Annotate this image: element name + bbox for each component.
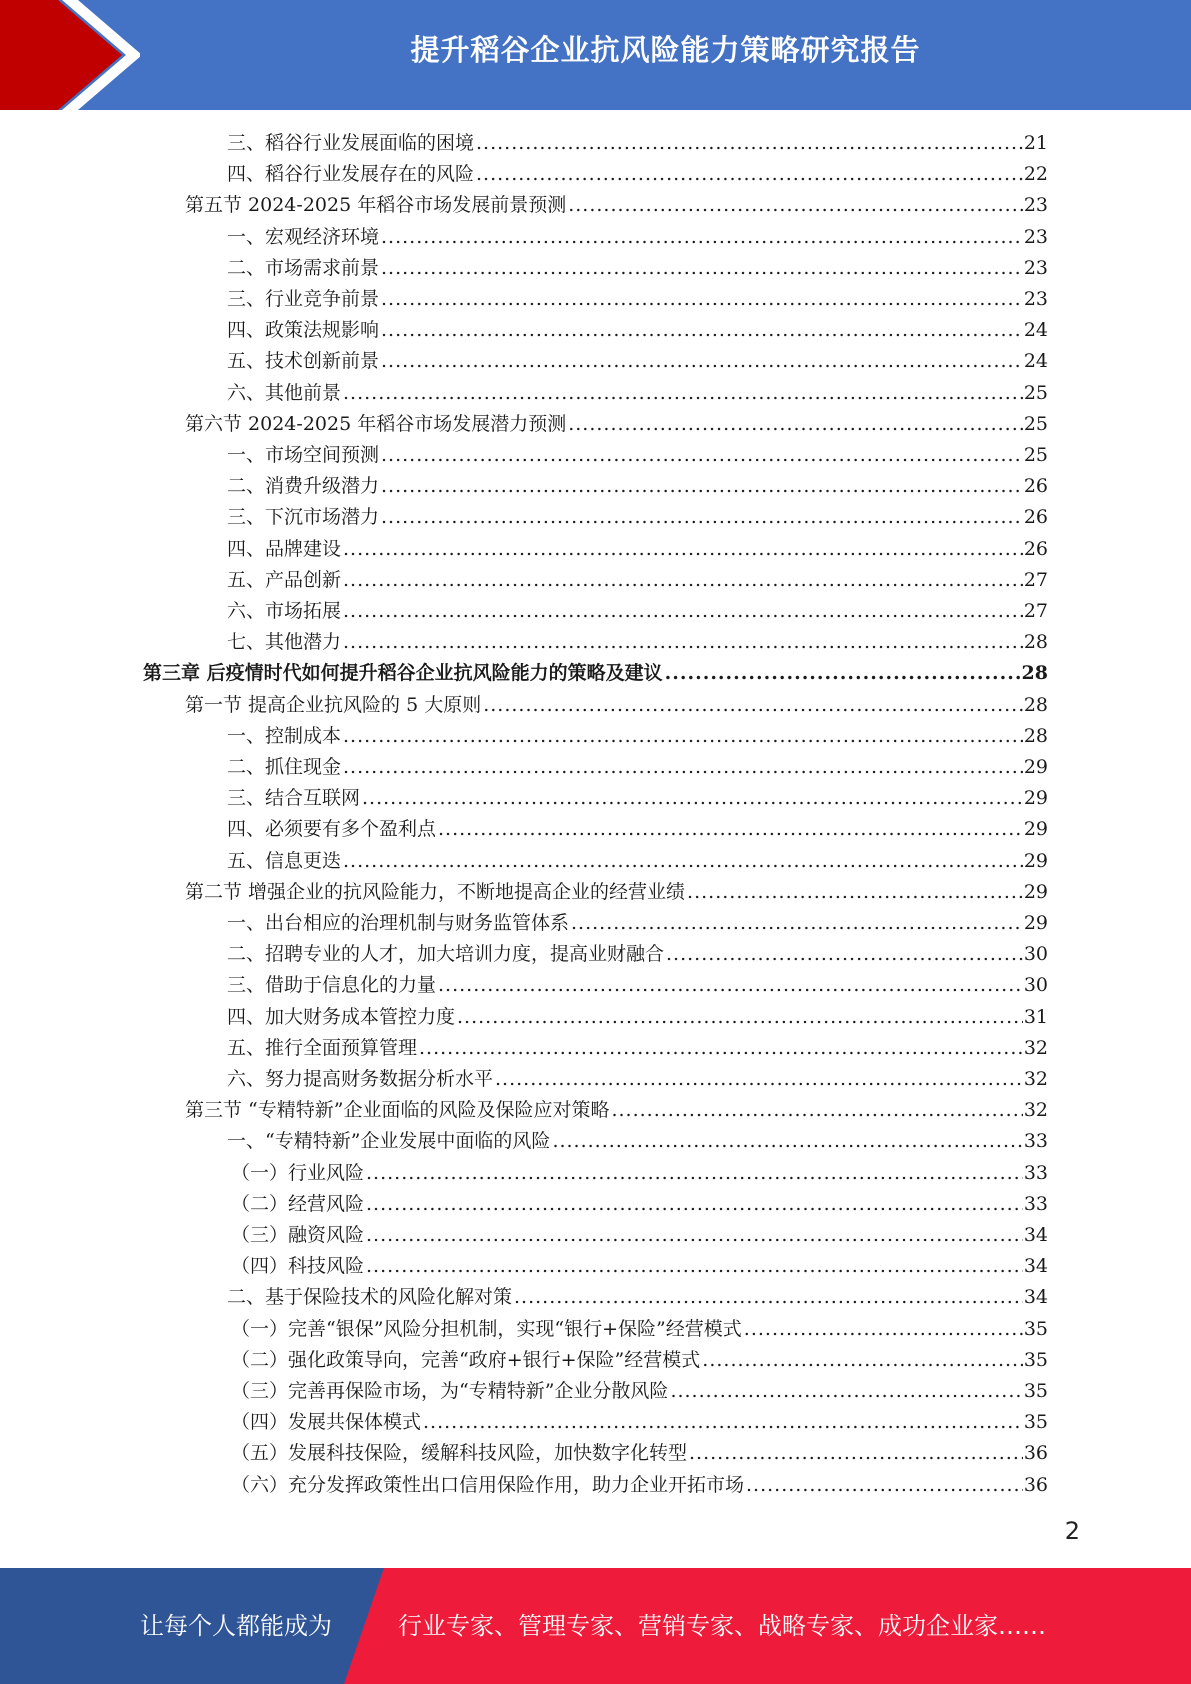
toc-entry-page: 35	[1023, 1380, 1048, 1402]
toc-entry-label: （二）强化政策导向，完善“政府+银行+保险”经营模式	[231, 1348, 701, 1371]
toc-entry-label: 五、推行全面预算管理	[227, 1036, 418, 1059]
toc-dot-leader	[687, 877, 1023, 908]
toc-entry-page: 30	[1023, 943, 1048, 966]
page-header	[0, 0, 1191, 110]
toc-entry[interactable]	[185, 190, 1048, 221]
toc-entry-page: 22	[1023, 163, 1048, 186]
toc-entry[interactable]	[227, 565, 1048, 596]
toc-dot-leader	[343, 378, 1023, 409]
toc-entry[interactable]	[227, 440, 1048, 471]
toc-entry-label: 五、技术创新前景	[227, 350, 380, 373]
toc-entry-label: 五、产品创新	[227, 568, 342, 591]
toc-dot-leader	[362, 783, 1023, 814]
toc-entry-page: 34	[1023, 1224, 1048, 1246]
toc-entry-page: 29	[1023, 849, 1048, 872]
toc-dot-leader	[381, 471, 1023, 502]
report-title: 提升稻谷企业抗风险能力策略研究报告	[410, 33, 921, 67]
toc-dot-leader	[419, 1033, 1023, 1064]
toc-dot-leader	[343, 846, 1023, 877]
toc-entry[interactable]	[227, 1033, 1048, 1064]
toc-entry-page: 23	[1023, 288, 1048, 310]
toc-entry[interactable]	[227, 970, 1048, 1001]
toc-dot-leader	[670, 1376, 1022, 1407]
toc-entry[interactable]	[227, 222, 1048, 253]
toc-dot-leader	[381, 502, 1023, 533]
page-footer	[0, 1568, 1191, 1684]
toc-dot-leader	[568, 190, 1023, 221]
toc-entry-page: 35	[1023, 1317, 1048, 1340]
toc-entry-label: 第一节 提高企业抗风险的 5 大原则	[185, 693, 482, 716]
toc-dot-leader	[343, 534, 1023, 565]
toc-entry[interactable]	[227, 1064, 1048, 1095]
toc-entry-label: 第三节 “专精特新”企业面临的风险及保险应对策略	[185, 1099, 610, 1122]
toc-dot-leader	[381, 222, 1023, 253]
toc-dot-leader	[568, 409, 1023, 440]
toc-dot-leader	[366, 1220, 1023, 1251]
toc-entry-label: 第二节 增强企业的抗风险能力，不断地提高企业的经营业绩	[185, 880, 686, 903]
toc-entry-label: 四、加大财务成本管控力度	[227, 1005, 456, 1028]
toc-entry-label: 四、稻谷行业发展存在的风险	[227, 163, 475, 186]
toc-entry-label: 三、下沉市场潜力	[227, 506, 380, 529]
toc-dot-leader	[381, 284, 1023, 315]
toc-entry-page: 28	[1021, 662, 1048, 685]
toc-entry[interactable]	[231, 1220, 1048, 1251]
toc-entry-label: 一、出台相应的治理机制与财务监管体系	[227, 912, 570, 934]
page-number: 2	[1064, 1517, 1080, 1545]
toc-dot-leader	[381, 253, 1023, 284]
toc-entry-label: 四、政策法规影响	[227, 319, 380, 342]
toc-entry-label: 六、其他前景	[227, 381, 342, 404]
toc-entry[interactable]	[231, 1407, 1048, 1438]
toc-entry[interactable]	[185, 690, 1048, 721]
toc-dot-leader	[366, 1251, 1023, 1282]
toc-dot-leader	[702, 1345, 1023, 1376]
toc-entry-page: 27	[1023, 568, 1048, 591]
toc-dot-leader	[438, 970, 1023, 1001]
toc-entry-page: 32	[1023, 1099, 1048, 1122]
toc-entry[interactable]	[185, 877, 1048, 908]
toc-entry[interactable]	[227, 908, 1048, 939]
toc-dot-leader	[666, 939, 1023, 970]
toc-entry-label: 二、招聘专业的人才，加大培训力度，提高业财融合	[227, 943, 665, 966]
toc-dot-leader	[381, 440, 1023, 471]
toc-entry-label: 三、行业竞争前景	[227, 288, 380, 310]
toc-entry[interactable]	[227, 128, 1048, 159]
toc-entry-label: 一、“专精特新”企业发展中面临的风险	[227, 1130, 551, 1153]
toc-entry[interactable]	[227, 346, 1048, 377]
toc-entry-label: 二、市场需求前景	[227, 256, 380, 279]
toc-entry[interactable]	[227, 315, 1048, 346]
toc-entry-page: 32	[1023, 1036, 1048, 1059]
toc-dot-leader	[495, 1064, 1023, 1095]
toc-dot-leader	[611, 1095, 1022, 1126]
toc-entry-label: （四）发展共保体模式	[231, 1411, 422, 1434]
toc-entry[interactable]	[227, 1282, 1048, 1313]
toc-dot-leader	[343, 752, 1023, 783]
toc-entry-label: 一、控制成本	[227, 724, 342, 747]
toc-entry[interactable]	[227, 596, 1048, 627]
toc-entry-label: （六）充分发挥政策性出口信用保险作用，助力企业开拓市场	[231, 1473, 745, 1496]
toc-entry-page: 36	[1023, 1473, 1048, 1496]
toc-entry[interactable]	[227, 814, 1048, 845]
toc-entry[interactable]	[227, 159, 1048, 190]
footer-slogan-left: 让每个人都能成为	[140, 1612, 332, 1640]
toc-dot-leader	[689, 1438, 1023, 1469]
toc-dot-leader	[571, 908, 1023, 939]
toc-entry-page: 25	[1023, 381, 1048, 404]
toc-dot-leader	[366, 1189, 1023, 1220]
toc-entry[interactable]	[227, 627, 1048, 658]
toc-dot-leader	[423, 1407, 1023, 1438]
toc-entry[interactable]	[227, 939, 1048, 970]
toc-entry-page: 29	[1023, 912, 1048, 934]
toc-entry-page: 33	[1023, 1130, 1048, 1153]
toc-entry[interactable]	[185, 409, 1048, 440]
toc-entry-page: 28	[1023, 693, 1048, 716]
header-arrow-decoration	[0, 0, 140, 110]
toc-entry-page: 29	[1023, 818, 1048, 841]
toc-entry-page: 26	[1023, 475, 1048, 498]
toc-entry-label: （三）完善再保险市场，为“专精特新”企业分散风险	[231, 1380, 669, 1402]
toc-entry-page: 26	[1023, 506, 1048, 529]
toc-entry[interactable]	[185, 1095, 1048, 1126]
toc-dot-leader	[457, 1002, 1023, 1033]
toc-entry[interactable]	[231, 1345, 1048, 1376]
toc-dot-leader	[366, 1158, 1023, 1189]
toc-entry[interactable]	[231, 1314, 1048, 1345]
toc-entry[interactable]	[227, 534, 1048, 565]
toc-entry-label: 五、信息更迭	[227, 849, 342, 872]
toc-entry-label: （一）完善“银保”风险分担机制，实现“银行+保险”经营模式	[231, 1317, 742, 1340]
toc-entry[interactable]	[227, 1002, 1048, 1033]
toc-entry-page: 33	[1023, 1192, 1048, 1215]
toc-entry[interactable]	[231, 1251, 1048, 1282]
toc-entry[interactable]	[231, 1376, 1048, 1407]
toc-entry-label: 三、结合互联网	[227, 787, 361, 810]
toc-entry[interactable]	[227, 502, 1048, 533]
toc-dot-leader	[438, 814, 1023, 845]
toc-entry-page: 29	[1023, 787, 1048, 810]
toc-dot-leader	[343, 565, 1023, 596]
toc-dot-leader	[381, 346, 1023, 377]
toc-entry-page: 25	[1023, 412, 1048, 435]
toc-entry-page: 28	[1023, 724, 1048, 747]
toc-dot-leader	[744, 1314, 1023, 1345]
toc-entry[interactable]	[231, 1189, 1048, 1220]
toc-entry[interactable]	[231, 1158, 1048, 1189]
toc-dot-leader	[343, 627, 1023, 658]
toc-entry-label: 六、努力提高财务数据分析水平	[227, 1068, 494, 1090]
toc-entry-label: 二、消费升级潜力	[227, 475, 380, 498]
toc-entry-page: 33	[1023, 1161, 1048, 1184]
toc-entry-page: 30	[1023, 974, 1048, 997]
toc-dot-leader	[552, 1126, 1022, 1157]
toc-entry-page: 27	[1023, 600, 1048, 622]
toc-entry[interactable]	[227, 783, 1048, 814]
toc-entry-label: 四、必须要有多个盈利点	[227, 818, 437, 841]
toc-dot-leader	[514, 1282, 1023, 1313]
toc-dot-leader	[483, 690, 1023, 721]
toc-dot-leader	[665, 658, 1021, 689]
toc-entry[interactable]	[227, 752, 1048, 783]
toc-entry-page: 24	[1023, 350, 1048, 373]
toc-entry-page: 23	[1023, 194, 1048, 217]
toc-entry-page: 32	[1023, 1068, 1048, 1090]
toc-entry-label: 四、品牌建设	[227, 537, 342, 560]
toc-entry-page: 24	[1023, 319, 1048, 342]
toc-entry-label: 第六节 2024-2025 年稻谷市场发展潜力预测	[185, 412, 567, 435]
toc-entry-label: 三、借助于信息化的力量	[227, 974, 437, 997]
toc-entry-page: 35	[1023, 1411, 1048, 1434]
toc-entry[interactable]	[231, 1438, 1048, 1469]
toc-entry[interactable]	[227, 284, 1048, 315]
toc-entry-page: 29	[1023, 880, 1048, 903]
toc-entry-page: 34	[1023, 1255, 1048, 1278]
toc-entry-page: 23	[1023, 256, 1048, 279]
toc-entry-label: （四）科技风险	[231, 1255, 365, 1278]
footer-slogan-right: 行业专家、管理专家、营销专家、战略专家、成功企业家……	[398, 1612, 1046, 1640]
toc-entry[interactable]	[227, 846, 1048, 877]
toc-dot-leader	[746, 1470, 1023, 1501]
toc-entry-label: （五）发展科技保险，缓解科技风险，加快数字化转型	[231, 1442, 688, 1465]
toc-dot-leader	[343, 596, 1023, 627]
toc-entry-page: 23	[1023, 225, 1048, 248]
toc-entry-label: 第三章 后疫情时代如何提升稻谷企业抗风险能力的策略及建议	[143, 662, 663, 685]
toc-entry-page: 26	[1023, 537, 1048, 560]
toc-entry-label: 六、市场拓展	[227, 600, 342, 622]
toc-entry-label: （一）行业风险	[231, 1161, 365, 1184]
toc-entry-label: 七、其他潜力	[227, 631, 342, 654]
toc-dot-leader	[476, 128, 1023, 159]
toc-entry[interactable]	[227, 471, 1048, 502]
toc-entry[interactable]	[231, 1470, 1048, 1501]
toc-entry-label: 三、稻谷行业发展面临的困境	[227, 132, 475, 154]
toc-entry[interactable]	[227, 721, 1048, 752]
toc-dot-leader	[381, 315, 1023, 346]
toc-entry[interactable]	[227, 1126, 1048, 1157]
toc-dot-leader	[476, 159, 1023, 190]
toc-entry[interactable]	[227, 378, 1048, 409]
toc-entry-label: （二）经营风险	[231, 1192, 365, 1215]
toc-entry-label: （三）融资风险	[231, 1224, 365, 1246]
toc-entry-page: 35	[1023, 1348, 1048, 1371]
toc-entry-page: 25	[1023, 444, 1048, 466]
toc-dot-leader	[343, 721, 1023, 752]
toc-entry[interactable]	[227, 253, 1048, 284]
toc-entry-label: 二、基于保险技术的风险化解对策	[227, 1286, 513, 1309]
toc-entry-label: 第五节 2024-2025 年稻谷市场发展前景预测	[185, 194, 567, 217]
toc-entry-page: 28	[1023, 631, 1048, 654]
toc-entry-page: 31	[1023, 1005, 1048, 1028]
toc-entry-page: 36	[1023, 1442, 1048, 1465]
toc-entry[interactable]	[143, 658, 1048, 689]
toc-entry-label: 一、市场空间预测	[227, 444, 380, 466]
toc-entry-label: 二、抓住现金	[227, 756, 342, 778]
toc-entry-page: 21	[1023, 132, 1048, 154]
toc-entry-page: 34	[1023, 1286, 1048, 1309]
toc-entry-page: 29	[1023, 756, 1048, 778]
toc-entry-label: 一、宏观经济环境	[227, 225, 380, 248]
